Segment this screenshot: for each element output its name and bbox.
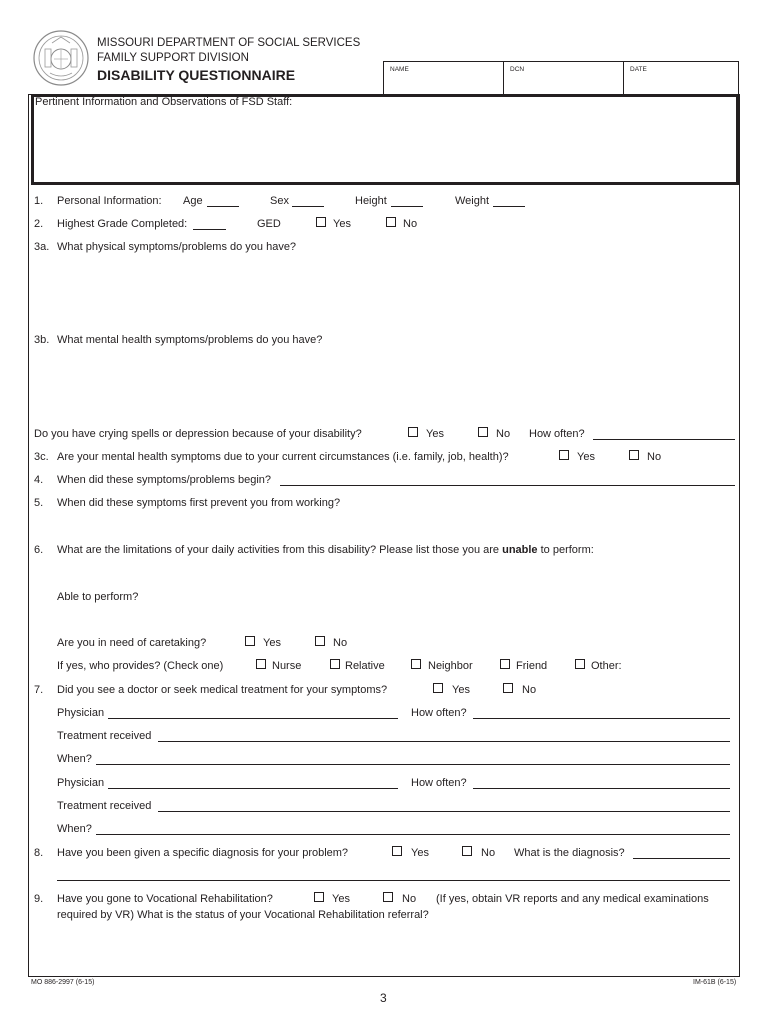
how-often-2-input[interactable] (473, 788, 730, 789)
caretaking-no-label: No (333, 637, 348, 649)
date-field[interactable]: DATE (630, 66, 647, 73)
provider-other-checkbox[interactable] (575, 659, 585, 669)
physician-1-input[interactable] (108, 718, 398, 719)
provider-nurse-checkbox[interactable] (256, 659, 266, 669)
q2-number: 2. (34, 218, 44, 230)
q5-number: 5. (34, 497, 44, 509)
how-often-1-input[interactable] (473, 718, 730, 719)
q8-yes-checkbox[interactable] (392, 846, 402, 856)
q3a-text: What physical symptoms/problems do you have? (57, 241, 297, 253)
crying-yes-checkbox[interactable] (408, 427, 418, 437)
caretaking-yes-label: Yes (263, 637, 281, 649)
diagnosis-extra-input[interactable] (57, 880, 730, 881)
form-number-right: IM-61B (6-15) (693, 979, 737, 986)
when-1-label: When? (57, 753, 92, 765)
height-label: Height (355, 195, 387, 207)
q4-input[interactable] (280, 485, 735, 486)
identification-fields (383, 61, 739, 94)
diagnosis-input[interactable] (633, 858, 730, 859)
how-often-2-label: How often? (411, 777, 467, 789)
q9-yes-label: Yes (332, 893, 350, 905)
crying-how-often-label: How often? (529, 428, 585, 440)
crying-yes-label: Yes (426, 428, 444, 440)
ged-no-label: No (403, 218, 418, 230)
q7-yes-label: Yes (452, 684, 470, 696)
diagnosis-label: What is the diagnosis? (514, 847, 625, 859)
q3b-text: What mental health symptoms/problems do you have? (57, 334, 323, 346)
q3c-number: 3c. (34, 451, 49, 463)
provider-friend-label: Friend (516, 660, 548, 672)
caretaking-yes-checkbox[interactable] (245, 636, 255, 646)
crying-no-checkbox[interactable] (478, 427, 488, 437)
provider-relative-label: Relative (345, 660, 385, 672)
treatment-1-input[interactable] (158, 741, 730, 742)
q7-text: Did you see a doctor or seek medical treatment for your symptoms? (57, 684, 388, 696)
height-input[interactable] (391, 206, 423, 207)
q8-no-label: No (481, 847, 496, 859)
q6-number: 6. (34, 544, 44, 556)
sex-label: Sex (270, 195, 289, 207)
crying-how-often-input[interactable] (593, 439, 735, 440)
age-label: Age (183, 195, 203, 207)
physician-1-label: Physician (57, 707, 105, 719)
ged-no-checkbox[interactable] (386, 217, 396, 227)
q7-number: 7. (34, 684, 44, 696)
treatment-2-input[interactable] (158, 811, 730, 812)
q9-no-label: No (402, 893, 417, 905)
q8-no-checkbox[interactable] (462, 846, 472, 856)
q9-no-checkbox[interactable] (383, 892, 393, 902)
page-number: 3 (380, 991, 387, 1005)
ged-label: GED (257, 218, 281, 230)
grade-input[interactable] (193, 229, 226, 230)
department-name: MISSOURI DEPARTMENT OF SOCIAL SERVICES (97, 37, 361, 49)
q3b-number: 3b. (34, 334, 50, 346)
q3c-yes-checkbox[interactable] (559, 450, 569, 460)
q4-number: 4. (34, 474, 44, 486)
q8-yes-label: Yes (411, 847, 429, 859)
q9-note: (If yes, obtain VR reports and any medical examinations (436, 893, 709, 905)
ged-yes-label: Yes (333, 218, 351, 230)
ged-yes-checkbox[interactable] (316, 217, 326, 227)
weight-input[interactable] (493, 206, 525, 207)
form-title: DISABILITY QUESTIONNAIRE (97, 67, 296, 83)
provider-nurse-label: Nurse (272, 660, 302, 672)
when-2-input[interactable] (96, 834, 730, 835)
q9-line2: required by VR) What is the status of your Vocational Rehabilitation referral? (57, 909, 429, 921)
q7-no-checkbox[interactable] (503, 683, 513, 693)
age-input[interactable] (207, 206, 239, 207)
crying-question: Do you have crying spells or depression because of your disability? (34, 428, 362, 440)
how-often-1-label: How often? (411, 707, 467, 719)
q2-label: Highest Grade Completed: (57, 218, 188, 230)
caretaking-question: Are you in need of caretaking? (57, 637, 207, 649)
q3c-text: Are your mental health symptoms due to your current circumstances (i.e. family, job, health)? (57, 451, 509, 463)
q3c-no-label: No (647, 451, 662, 463)
observations-label: Pertinent Information and Observations of FSD Staff: (35, 96, 293, 108)
sex-input[interactable] (292, 206, 324, 207)
q7-no-label: No (522, 684, 537, 696)
provider-neighbor-label: Neighbor (428, 660, 473, 672)
q8-text: Have you been given a specific diagnosis for your problem? (57, 847, 349, 859)
q3c-no-checkbox[interactable] (629, 450, 639, 460)
form-number-left: MO 886-2997 (6-15) (31, 979, 95, 986)
caretaking-no-checkbox[interactable] (315, 636, 325, 646)
treatment-2-label: Treatment received (57, 800, 152, 812)
q3c-yes-label: Yes (577, 451, 595, 463)
physician-2-label: Physician (57, 777, 105, 789)
q1-label: Personal Information: (57, 195, 162, 207)
provider-friend-checkbox[interactable] (500, 659, 510, 669)
q6-text: What are the limitations of your daily activities from this disability? Please list those you are unable to perform: (57, 544, 594, 556)
q9-text: Have you gone to Vocational Rehabilitation? (57, 893, 273, 905)
weight-label: Weight (455, 195, 490, 207)
division-name: FAMILY SUPPORT DIVISION (97, 52, 249, 64)
q8-number: 8. (34, 847, 44, 859)
who-provides-question: If yes, who provides? (Check one) (57, 660, 224, 672)
q1-number: 1. (34, 195, 44, 207)
q3a-number: 3a. (34, 241, 50, 253)
q9-number: 9. (34, 893, 44, 905)
q7-yes-checkbox[interactable] (433, 683, 443, 693)
crying-no-label: No (496, 428, 511, 440)
missouri-seal-icon (32, 29, 90, 87)
name-field[interactable]: NAME (384, 62, 504, 94)
able-to-perform-label: Able to perform? (57, 591, 139, 603)
when-1-input[interactable] (96, 764, 730, 765)
provider-relative-checkbox[interactable] (330, 659, 340, 669)
dcn-field[interactable]: DCN (504, 62, 624, 94)
provider-neighbor-checkbox[interactable] (411, 659, 421, 669)
physician-2-input[interactable] (108, 788, 398, 789)
when-2-label: When? (57, 823, 92, 835)
q4-text: When did these symptoms/problems begin? (57, 474, 271, 486)
treatment-1-label: Treatment received (57, 730, 152, 742)
q5-text: When did these symptoms first prevent you from working? (57, 497, 341, 509)
provider-other-label: Other: (591, 660, 622, 672)
q9-yes-checkbox[interactable] (314, 892, 324, 902)
